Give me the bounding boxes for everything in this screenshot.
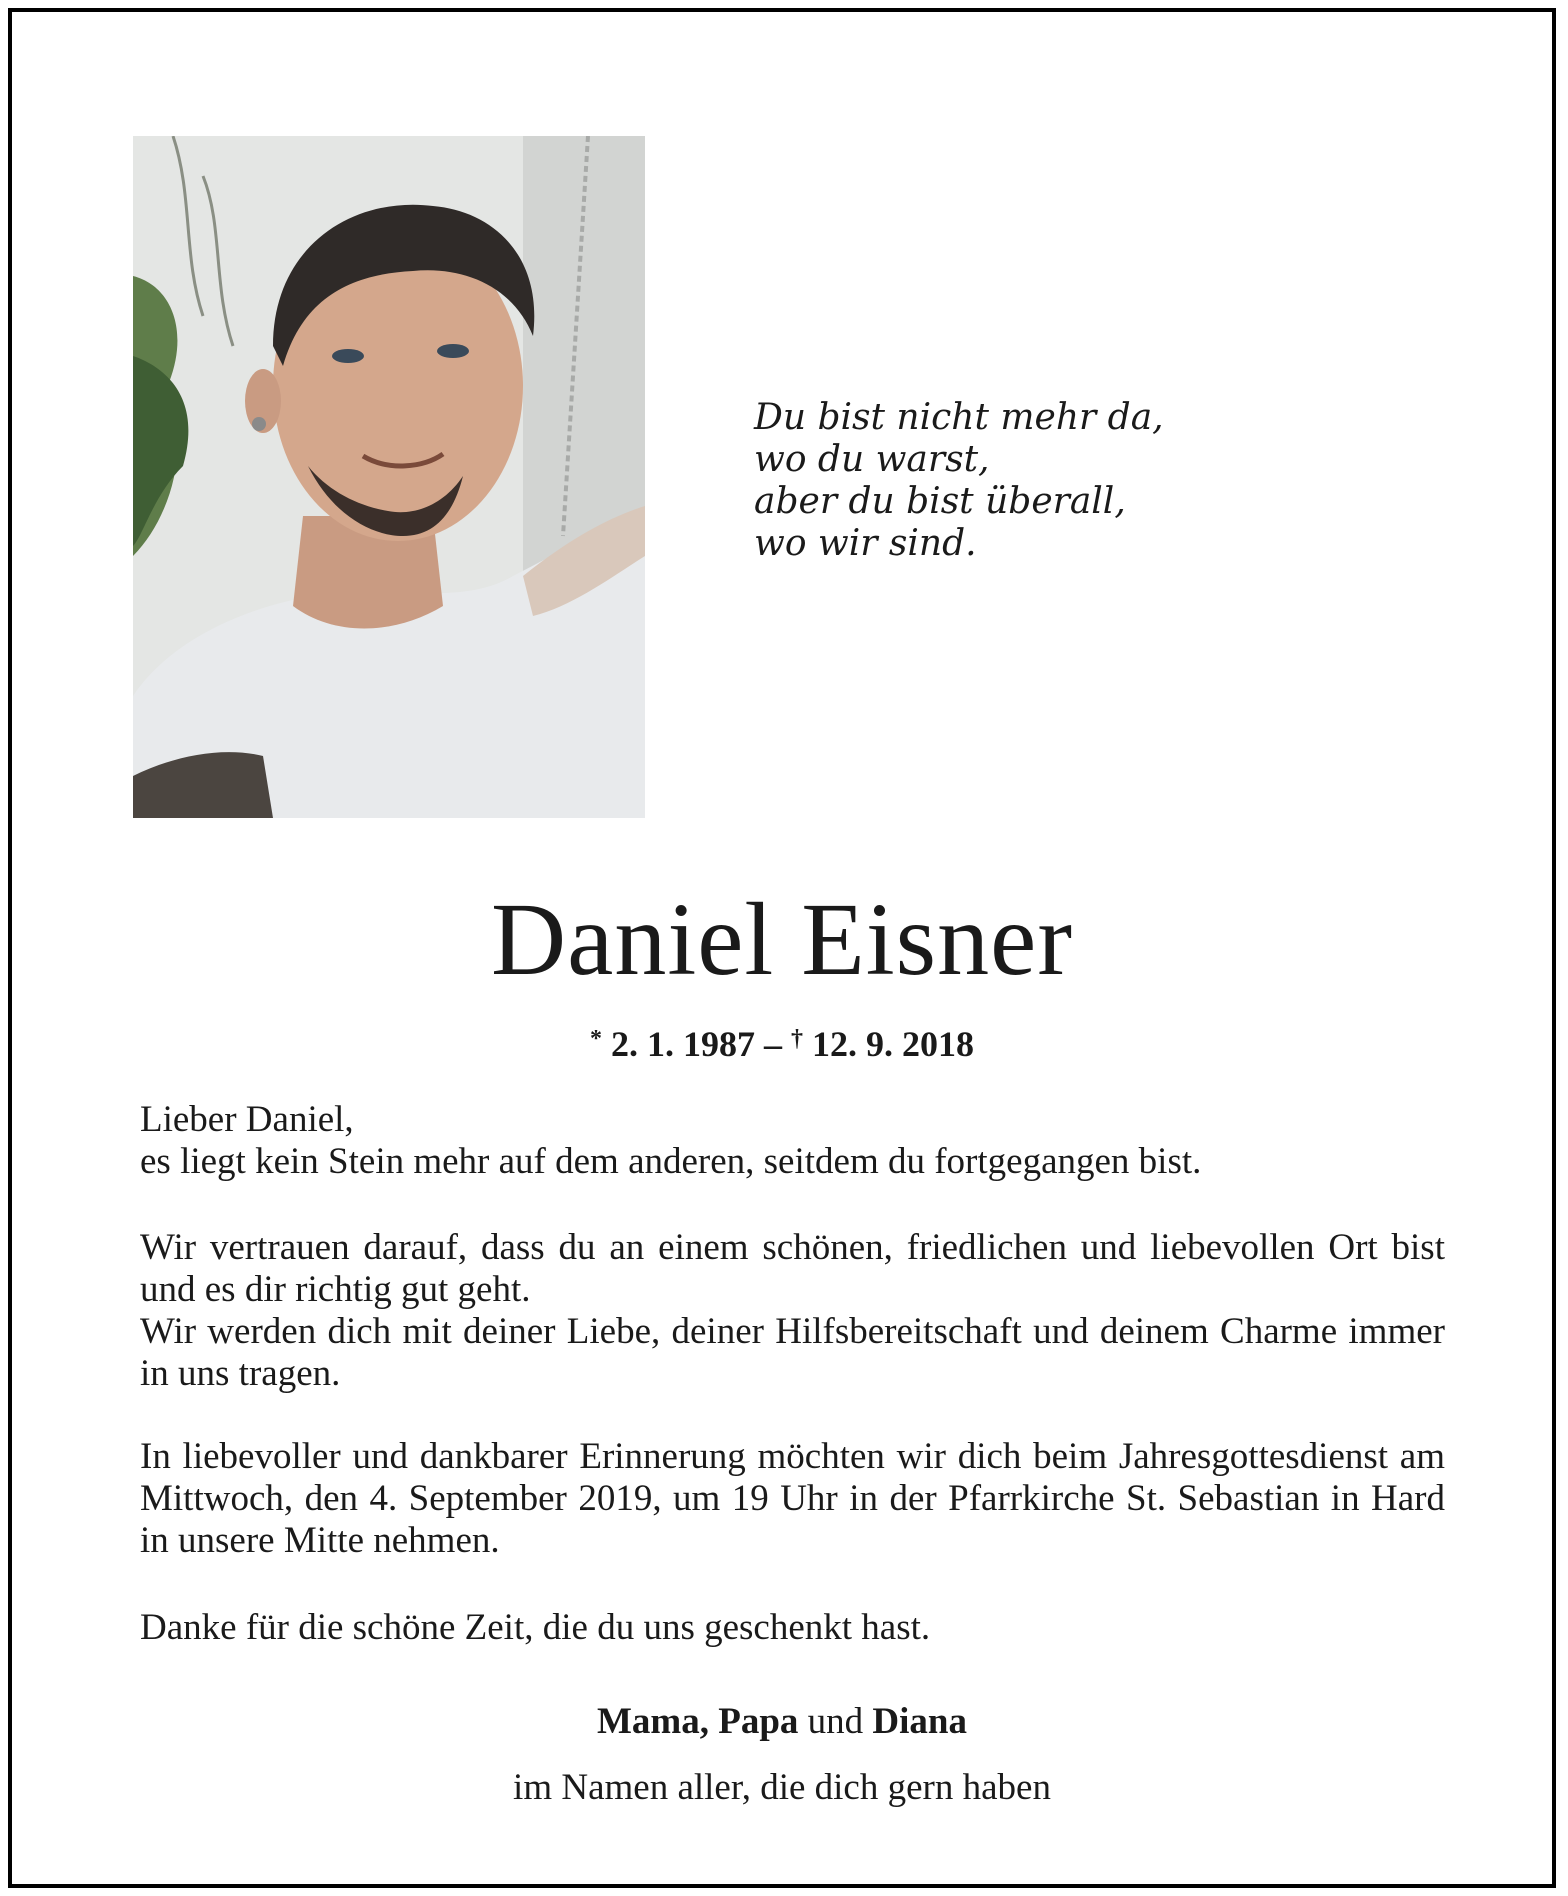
- portrait-photo: [133, 136, 645, 818]
- obituary-frame: [8, 8, 1556, 1888]
- paragraph-1: es liegt kein Stein mehr auf dem anderen, seitdem du fortgegangen bist.: [140, 1141, 1202, 1182]
- paragraph-2: Wir vertrauen darauf, dass du an einem schönen, friedlichen und liebevollen Ort bist und es dir richtig gut geht.: [140, 1227, 1445, 1310]
- signature-names: [12, 1700, 1552, 1744]
- portrait-photo-icon: [133, 136, 645, 818]
- date-separator: –: [764, 1024, 782, 1064]
- life-dates: [12, 1017, 1552, 1066]
- signature-sibling: Diana: [872, 1701, 967, 1742]
- poem-line: Du bist nicht mehr da,: [754, 397, 1164, 438]
- signature-conjunction: und: [807, 1701, 864, 1742]
- poem: [754, 397, 1274, 565]
- signature-closing: im Namen aller, die dich gern haben: [513, 1767, 1051, 1808]
- poem-line: aber du bist überall,: [754, 481, 1126, 522]
- signature-parents: Mama, Papa: [596, 1701, 799, 1742]
- greeting: Lieber Daniel,: [140, 1099, 354, 1140]
- deceased-name: Daniel Eisner: [491, 882, 1073, 997]
- paragraph-4: In liebevoller und dankbarer Erinnerung möchten wir dich beim Jahresgottesdienst am Mittwoch, den 4. September 2019, um 19 Uhr in der Pfarrkirche St. Sebastian in Hard in unsere Mitte nehmen.: [140, 1436, 1445, 1561]
- paragraph-3: Wir werden dich mit deiner Liebe, deiner Hilfsbereitschaft und deinem Charme immer in uns tragen.: [140, 1311, 1445, 1394]
- birth-date: 2. 1. 1987: [611, 1024, 755, 1064]
- poem-line: wo du warst,: [754, 439, 990, 480]
- poem-line: wo wir sind.: [754, 523, 977, 564]
- death-symbol: †: [791, 1026, 803, 1052]
- death-date: 12. 9. 2018: [812, 1024, 974, 1064]
- paragraph-5: Danke für die schöne Zeit, die du uns geschenkt hast.: [140, 1607, 931, 1648]
- birth-symbol: *: [590, 1026, 602, 1052]
